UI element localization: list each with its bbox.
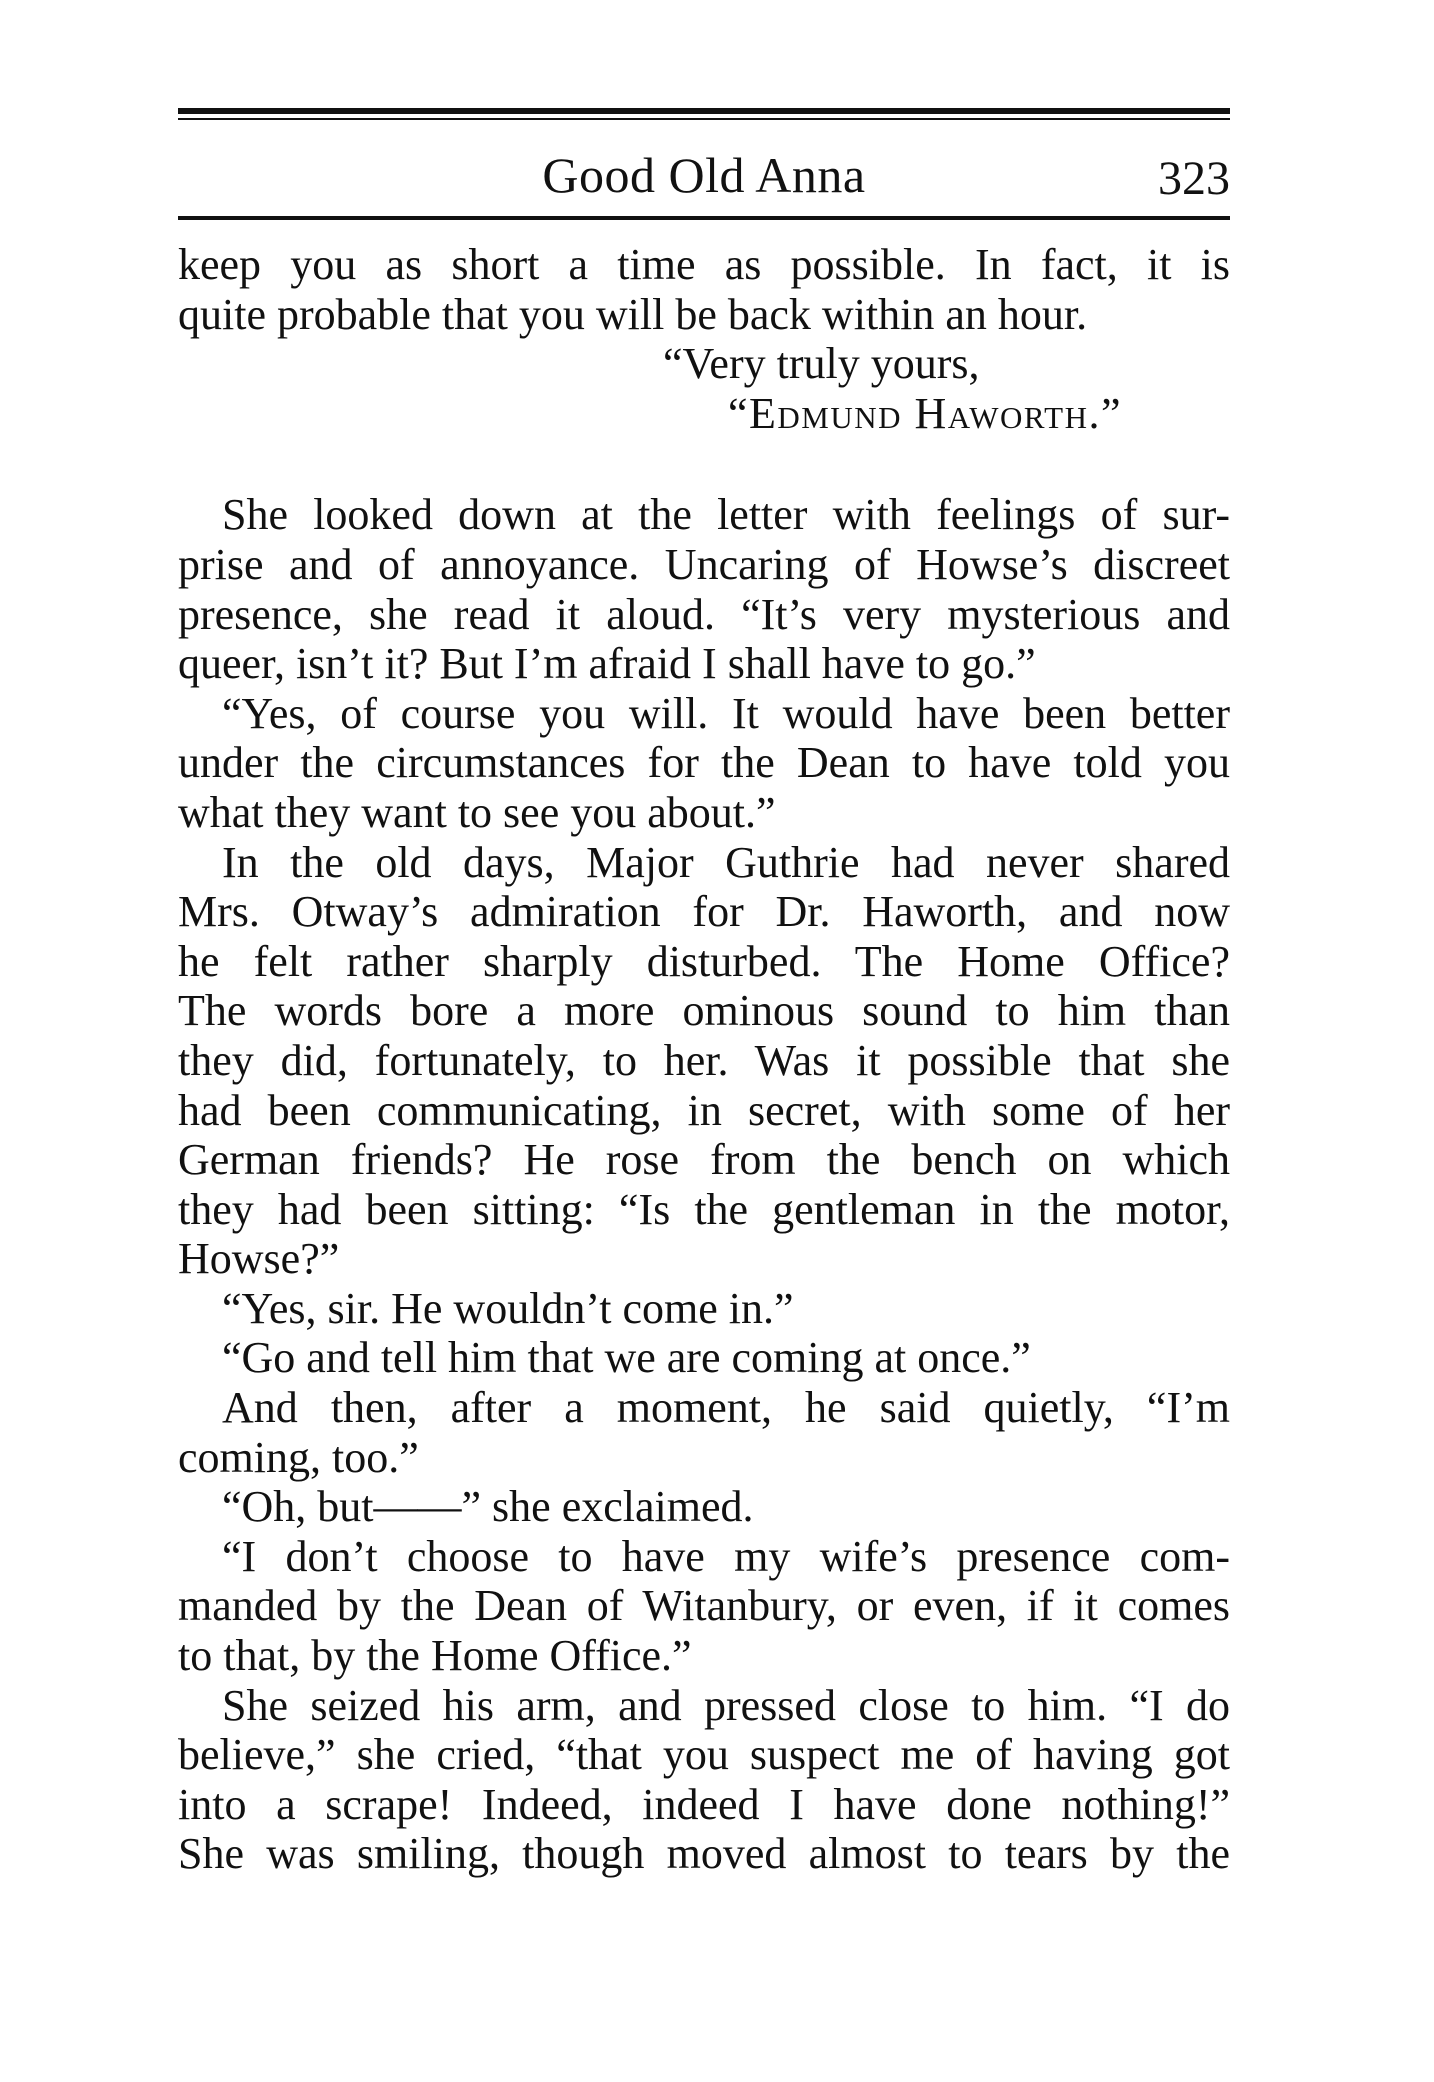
header-rule-bottom bbox=[178, 216, 1230, 220]
text-line: quite probable that you will be back within an hour. bbox=[178, 289, 1088, 339]
text-line: they did, fortunately, to her. Was it possible that she bbox=[178, 1035, 1230, 1085]
header-rule-thin bbox=[178, 118, 1230, 120]
text-line: “Yes, sir. He wouldn’t come in.” bbox=[222, 1283, 794, 1333]
header-rule-thick bbox=[178, 108, 1230, 114]
text-line: queer, isn’t it? But I’m afraid I shall have to go.” bbox=[178, 639, 1036, 689]
text-line: German friends? He rose from the bench on which bbox=[178, 1135, 1230, 1185]
text-line: coming, too.” bbox=[178, 1432, 419, 1482]
page-number: 323 bbox=[1158, 152, 1230, 205]
letter-signature: “Edmund Haworth.” bbox=[728, 388, 1123, 438]
letter-closing: “Very truly yours, bbox=[663, 339, 980, 389]
text-line: keep you as short a time as possible. In fact, it is bbox=[178, 240, 1230, 289]
text-line: he felt rather sharply disturbed. The Home Office? bbox=[178, 936, 1230, 986]
text-line: The words bore a more ominous sound to him than bbox=[178, 986, 1230, 1036]
text-line: “Oh, but——” she exclaimed. bbox=[222, 1482, 754, 1532]
text-line: they had been sitting: “Is the gentleman in the motor, bbox=[178, 1184, 1230, 1234]
text-line: manded by the Dean of Witanbury, or even, if it comes bbox=[178, 1581, 1230, 1631]
text-line: presence, she read it aloud. “It’s very mysterious and bbox=[178, 589, 1230, 639]
running-head bbox=[178, 140, 1230, 210]
text-line: In the old days, Major Guthrie had never shared bbox=[222, 837, 1230, 887]
text-line: She was smiling, though moved almost to tears by the bbox=[178, 1829, 1230, 1879]
text-line: to that, by the Home Office.” bbox=[178, 1631, 692, 1681]
text-line: had been communicating, in secret, with some of her bbox=[178, 1085, 1230, 1135]
text-line: Mrs. Otway’s admiration for Dr. Haworth, and now bbox=[178, 887, 1230, 937]
text-line: She seized his arm, and pressed close to him. “I do bbox=[222, 1680, 1230, 1730]
text-line: And then, after a moment, he said quietly, “I’m bbox=[222, 1383, 1230, 1433]
text-line: “Yes, of course you will. It would have been better bbox=[222, 688, 1230, 738]
text-line: “I don’t choose to have my wife’s presence com- bbox=[222, 1531, 1230, 1581]
paragraph-gap bbox=[178, 438, 1230, 490]
text-line: She looked down at the letter with feelings of sur- bbox=[222, 490, 1230, 540]
text-line: believe,” she cried, “that you suspect me of having got bbox=[178, 1730, 1230, 1780]
text-line: “Go and tell him that we are coming at once.” bbox=[222, 1333, 1031, 1383]
text-line: Howse?” bbox=[178, 1234, 340, 1284]
text-line: what they want to see you about.” bbox=[178, 787, 776, 837]
text-line: into a scrape! Indeed, indeed I have done nothing!” bbox=[178, 1779, 1230, 1829]
running-title: Good Old Anna bbox=[542, 147, 866, 203]
body-text bbox=[178, 240, 1230, 1879]
text-line: under the circumstances for the Dean to have told you bbox=[178, 738, 1230, 788]
text-line: prise and of annoyance. Uncaring of Howse’s discreet bbox=[178, 539, 1230, 589]
